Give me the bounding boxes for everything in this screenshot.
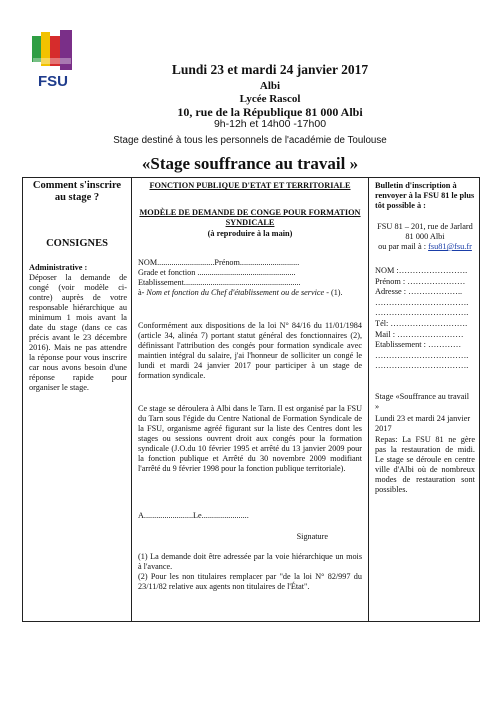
email-link[interactable]: fsu81@fsu.fr bbox=[428, 242, 472, 251]
blank-line: ……………………………. bbox=[375, 350, 469, 360]
phone-line: Tél: ………………………. bbox=[375, 318, 468, 328]
admin-instructions bbox=[29, 263, 127, 393]
grade-field: Grade et fonction ................................................ bbox=[138, 268, 296, 277]
registration-title: Bulletin d'inscription à renvoyer à la FSU 81 le plus tôt possible à : bbox=[375, 181, 475, 210]
registration-form-lines bbox=[375, 266, 475, 372]
footnote-2: (2) Pour les non titulaires remplacer par "de la loi N° 82/997 du 23/11/82 relative aux agents non titulaires de l'État". bbox=[138, 572, 362, 591]
consignes-heading: CONSIGNES bbox=[46, 238, 108, 249]
event-school: Lycée Rascol bbox=[239, 93, 301, 105]
footnote-1: (1) La demande doit être adressée par la voie hiérarchique un mois à l'avance. bbox=[138, 552, 362, 571]
place-date-line: A........................Le....................... bbox=[138, 511, 249, 520]
fsu-address: FSU 81 – 201, rue de Jarlard 81 000 Albi ou par mail à : fsu81@fsu.fr bbox=[377, 222, 473, 251]
admin-label: Administrative : bbox=[29, 263, 88, 272]
stage-name: Stage «Souffrance au travail » bbox=[375, 392, 470, 411]
lunch-note: Repas: La FSU 81 ne gère pas la restauration de midi. Le stage se déroule en centre ville d'Albi où de nombreux modes de restauration sont possibles. bbox=[375, 435, 475, 494]
leave-request-column bbox=[132, 178, 369, 621]
admin-text: Déposer la demande de congé (voir modèle ci-contre) auprès de votre responsable hiérarchique au minimum 1 mois avant la date du stage (dans ce cas précis avant le 23 décembre 2016). Mais ne pas attendre la réponse pour vous inscrire car nous avons besoin d'une réponse rapide pour organiser le stage. bbox=[29, 273, 127, 392]
firstname-line: Prénom : ………………… bbox=[375, 276, 466, 286]
mail-line: Mail : …………………… bbox=[375, 329, 464, 339]
blank-line: ……………………………. bbox=[375, 308, 469, 318]
event-address: 10, rue de la République 81 000 Albi bbox=[177, 105, 363, 119]
stage-date: Lundi 23 et mardi 24 janvier 2017 bbox=[375, 414, 471, 433]
stage-paragraph: Ce stage se déroulera à Albi dans le Tarn. Il est organisé par la FSU du Tarn sous l'égide du Centre National de Formation Syndicale de la FSU, organisme agréé figurant sur la liste des Centres dont les stages ou sessions ouvrent droit aux congés pour la formation syndicale (J.O.du 10 février 1995 et arrêté du 13 janvier 2009 pour la fonction publique et Arrêté du 30 novembre 2009 modifiant l'arrêté du 9 février 1998 pour la fonction publique territoriale). bbox=[138, 404, 362, 473]
info-table bbox=[22, 177, 480, 622]
event-city: Albi bbox=[259, 80, 281, 92]
event-dates: Lundi 23 et mardi 24 janvier 2017 bbox=[171, 62, 369, 77]
request-fields bbox=[138, 258, 362, 298]
blank-line: ……………………………. bbox=[375, 361, 469, 371]
school-field: Etablissement......................................................... bbox=[138, 278, 301, 287]
registration-column bbox=[369, 178, 479, 621]
public-service-title: FONCTION PUBLIQUE D'ETAT ET TERRITORIALE bbox=[149, 181, 351, 190]
model-title: MODÈLE DE DEMANDE DE CONGE POUR FORMATION SYNDICALE bbox=[139, 208, 361, 227]
handwrite-note: (à reproduire à la main) bbox=[207, 229, 293, 238]
event-hours: 9h-12h et 14h00 -17h00 bbox=[213, 118, 327, 130]
footnotes bbox=[138, 552, 362, 592]
school-line: Etablissement : ………… bbox=[375, 340, 462, 350]
legal-paragraph: Conformément aux dispositions de la loi N° 84/16 du 11/01/1984 (article 34, alinéa 7) portant statut général des fonctionnaires (2), définissant l'attribution des congés pour formation syndicale avec maintien intégral du salaire, j'ai l'honneur de solliciter un congé le lundi et mardi 24 janvier 2017 pour participer à un stage de formation syndicale. bbox=[138, 321, 362, 380]
recipient-field: à- Nom et fonction du Chef d'établissement ou de service - (1). bbox=[138, 288, 343, 297]
instructions-column bbox=[23, 178, 132, 621]
blank-line: ……………………………. bbox=[375, 297, 469, 307]
name-field: NOM............................Prénom............................. bbox=[138, 258, 300, 267]
address-line: Adresse : ……………….. bbox=[375, 287, 463, 297]
name-line: NOM :……………………. bbox=[375, 266, 468, 275]
how-to-register-title: Comment s'inscrire au stage ? bbox=[32, 180, 122, 203]
intro-text: Stage destiné à tous les personnels de l'académie de Toulouse bbox=[113, 135, 387, 146]
logo-text: FSU bbox=[38, 73, 68, 90]
signature-label: Signature bbox=[296, 532, 328, 541]
stage-title: «Stage souffrance au travail » bbox=[141, 154, 359, 173]
